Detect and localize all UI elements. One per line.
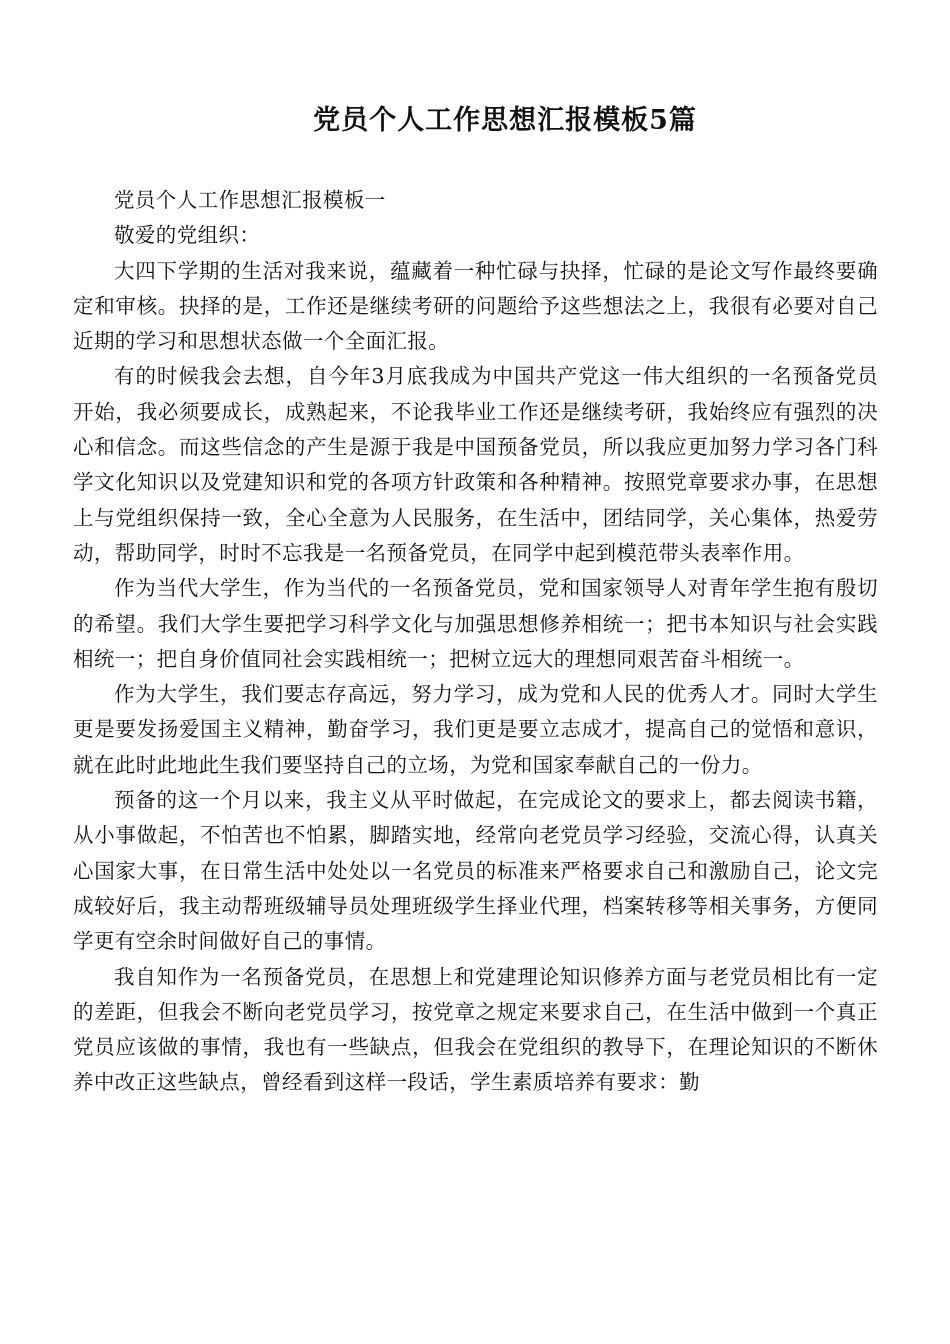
body-paragraph: 我自知作为一名预备党员，在思想上和党建理论知识修养方面与老党员相比有一定的差距，但我会不断向老党员学习，按党章之规定来要求自己，在生活中做到一个真正党员应该做的事情，我也有一些缺点，但我会在党组织的教导下，在理论知识的不断休养中改正这些缺点，曾经看到这样一段话，学生素质培养有要求：勤: [73, 964, 878, 1095]
body-paragraph: 作为大学生，我们要志存高远，努力学习，成为党和人民的优秀人才。同时大学生更是要发扬爱国主义精神，勤奋学习，我们更是要立志成才，提高自己的觉悟和意识，就在此时此地此生我们要坚持自己的立场，为党和国家奉献自己的一份力。: [73, 682, 878, 777]
document-body: [73, 183, 878, 1101]
section-heading: 党员个人工作思想汇报模板一: [114, 188, 386, 212]
body-paragraph: 作为当代大学生，作为当代的一名预备党员，党和国家领导人对青年学生抱有殷切的希望。我们大学生要把学习科学文化与加强思想修养相统一；把书本知识与社会实践相统一；把自身价值同社会实践相统一；把树立远大的理想同艰苦奋斗相统一。: [73, 576, 878, 671]
body-paragraph: 大四下学期的生活对我来说，蕴藏着一种忙碌与抉择，忙碌的是论文写作最终要确定和审核。抉择的是，工作还是继续考研的问题给予这些想法之上，我很有必要对自己近期的学习和思想状态做一个全面汇报。: [73, 258, 878, 354]
body-paragraph: 预备的这一个月以来，我主义从平时做起，在完成论文的要求上，都去阅读书籍，从小事做起，不怕苦也不怕累，脚踏实地，经常向老党员学习经验，交流心得，认真关心国家大事，在日常生活中处处以一名党员的标准来严格要求自己和激励自己，论文完成较好后，我主动帮班级辅导员处理班级学生择业代理，档案转移等相关事务，方便同学更有空余时间做好自己的事情。: [73, 788, 878, 954]
body-paragraph: 有的时候我会去想，自今年3月底我成为中国共产党这一伟大组织的一名预备党员开始，我必须要成长，成熟起来，不论我毕业工作还是继续考研，我始终应有强烈的决心和信念。而这些信念的产生是源于我是中国预备党员，所以我应更加努力学习各门科学文化知识以及党建知识和党的各项方针政策和各种精神。按照党章要求办事，在思想上与党组织保持一致，全心全意为人民服务，在生活中，团结同学，关心集体，热爱劳动，帮助同学，时时不忘我是一名预备党员，在同学中起到模范带头表率作用。: [73, 364, 878, 565]
salutation: 敬爱的党组织：: [114, 223, 261, 248]
document-title: 党员个人工作思想汇报模板5篇: [313, 105, 697, 136]
